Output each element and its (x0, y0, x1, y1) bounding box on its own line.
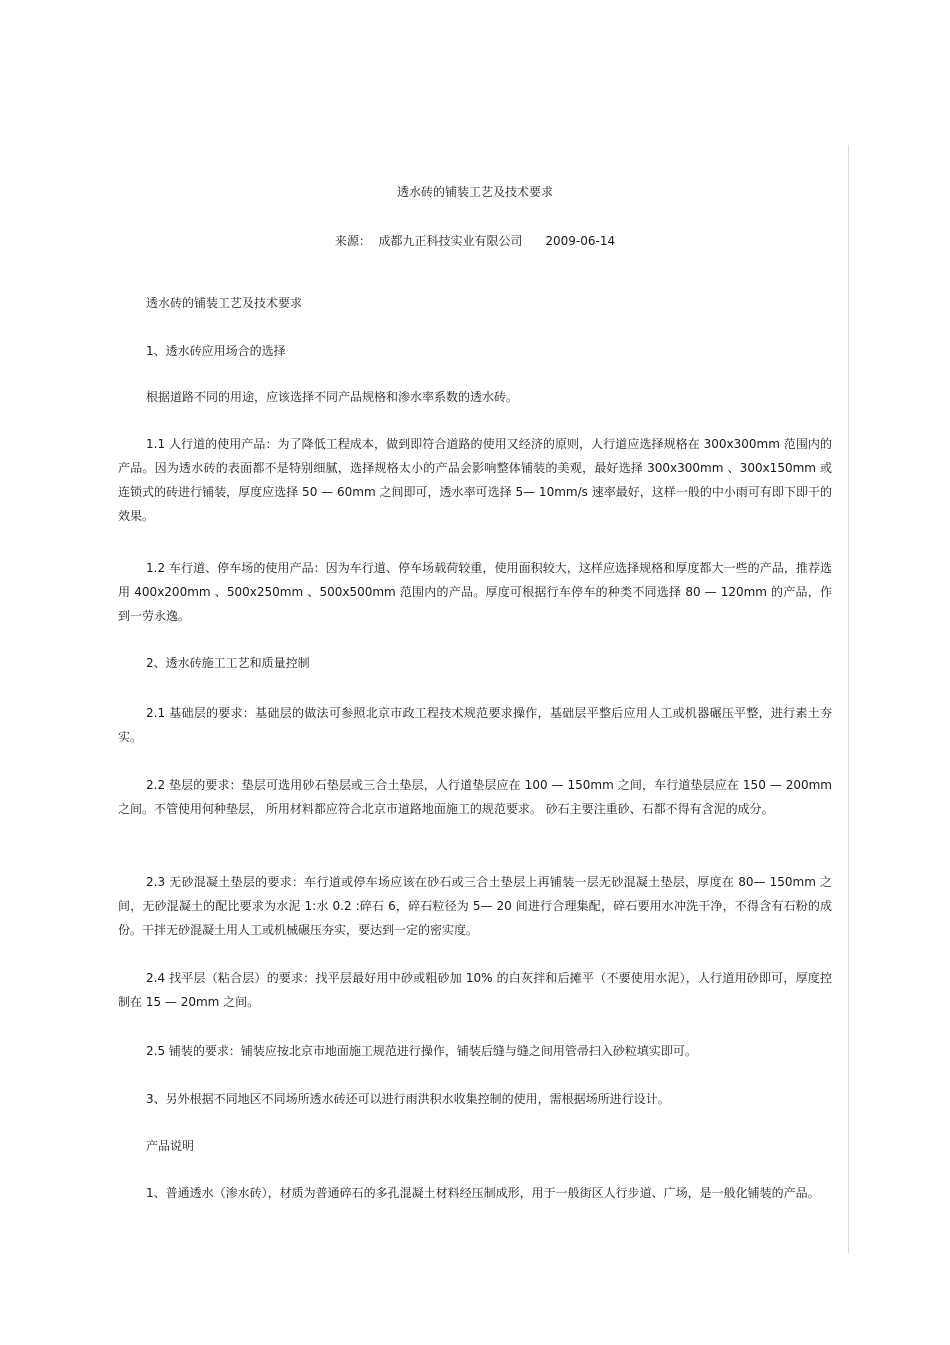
paragraph: 根据道路不同的用途，应该选择不同产品规格和渗水率系数的透水砖。 (146, 390, 519, 404)
paragraph-2-4: 2.4 找平层（粘合层）的要求：找平层最好用中砂或粗砂加 10% 的白灰拌和后摊平（不要使用水泥），人行道用砂即可，厚度控制在 15 — 20mm 之间。 (118, 971, 832, 1009)
paragraph-2-2: 2.2 垫层的要求：垫层可选用砂石垫层或三合土垫层，人行道垫层应在 100 — 150mm 之间，车行道垫层应在 150 — 200mm 之间。不管使用何种垫层， 所用材料都应符合北京市道路地面施工的规范要求。 砂石主要注重砂、石都不得有含泥的成分。 (118, 778, 832, 816)
paragraph-1-2: 1.2 车行道、停车场的使用产品：因为车行道、停车场载荷较重，使用面积较大，这样应选择规格和厚度都大一些的产品，推荐选用 400x200mm 、500x250mm 、500x500mm 范围内的产品。厚度可根据行车停车的种类不同选择 80 — 120mm 的产品，作到一劳永逸。 (118, 561, 832, 623)
paragraph-heading: 透水砖的铺装工艺及技术要求 (146, 296, 303, 310)
page-edge-rule (848, 145, 849, 1253)
product-description-heading: 产品说明 (146, 1139, 195, 1153)
product-description-1: 1、普通透水（渗水砖），材质为普通碎石的多孔混凝土材料经压制成形，用于一般街区人行步道、广场，是一般化铺装的产品。 (146, 1186, 820, 1200)
source-line: 来源： 成都九正科技实业有限公司 2009-06-14 (334, 234, 616, 248)
paragraph-2-3: 2.3 无砂混凝土垫层的要求：车行道或停车场应该在砂石或三合土垫层上再铺装一层无砂混凝土垫层，厚度在 80— 150mm 之间，无砂混凝土的配比要求为水泥 1:水 0.2 :碎石 6，碎石粒径为 5— 20 间进行合理集配，碎石要用水冲洗干净，不得含有石粉的成份。干拌无砂混凝土用人工或机械碾压夯实，要达到一定的密实度。 (118, 875, 832, 937)
document-title: 透水砖的铺装工艺及技术要求 (396, 185, 553, 199)
paragraph-1-1: 1.1 人行道的使用产品：为了降低工程成本，做到即符合道路的使用又经济的原则，人行道应选择规格在 300x300mm 范围内的产品。因为透水砖的表面都不是特别细腻，选择规格太小的产品会影响整体铺装的美观，最好选择 300x300mm 、300x150mm 或连锁式的砖进行铺装，厚度应选择 50 — 60mm 之间即可，透水率可选择 5— 10mm/s 速率最好，这样一般的中小雨可有即下即干的效果。 (118, 437, 832, 523)
section-heading-1: 1、透水砖应用场合的选择 (146, 344, 286, 358)
section-heading-2: 2、透水砖施工工艺和质量控制 (146, 656, 310, 670)
paragraph-2-1: 2.1 基础层的要求：基础层的做法可参照北京市政工程技术规范要求操作，基础层平整后应用人工或机器碾压平整，进行素土夯实。 (118, 706, 832, 744)
paragraph-2-5: 2.5 铺装的要求：铺装应按北京市地面施工规范进行操作，铺装后缝与缝之间用管帚扫入砂粒填实即可。 (146, 1044, 697, 1058)
paragraph-3: 3、另外根据不同地区不同场所透水砖还可以进行雨洪积水收集控制的使用，需根据场所进行设计。 (146, 1092, 670, 1106)
